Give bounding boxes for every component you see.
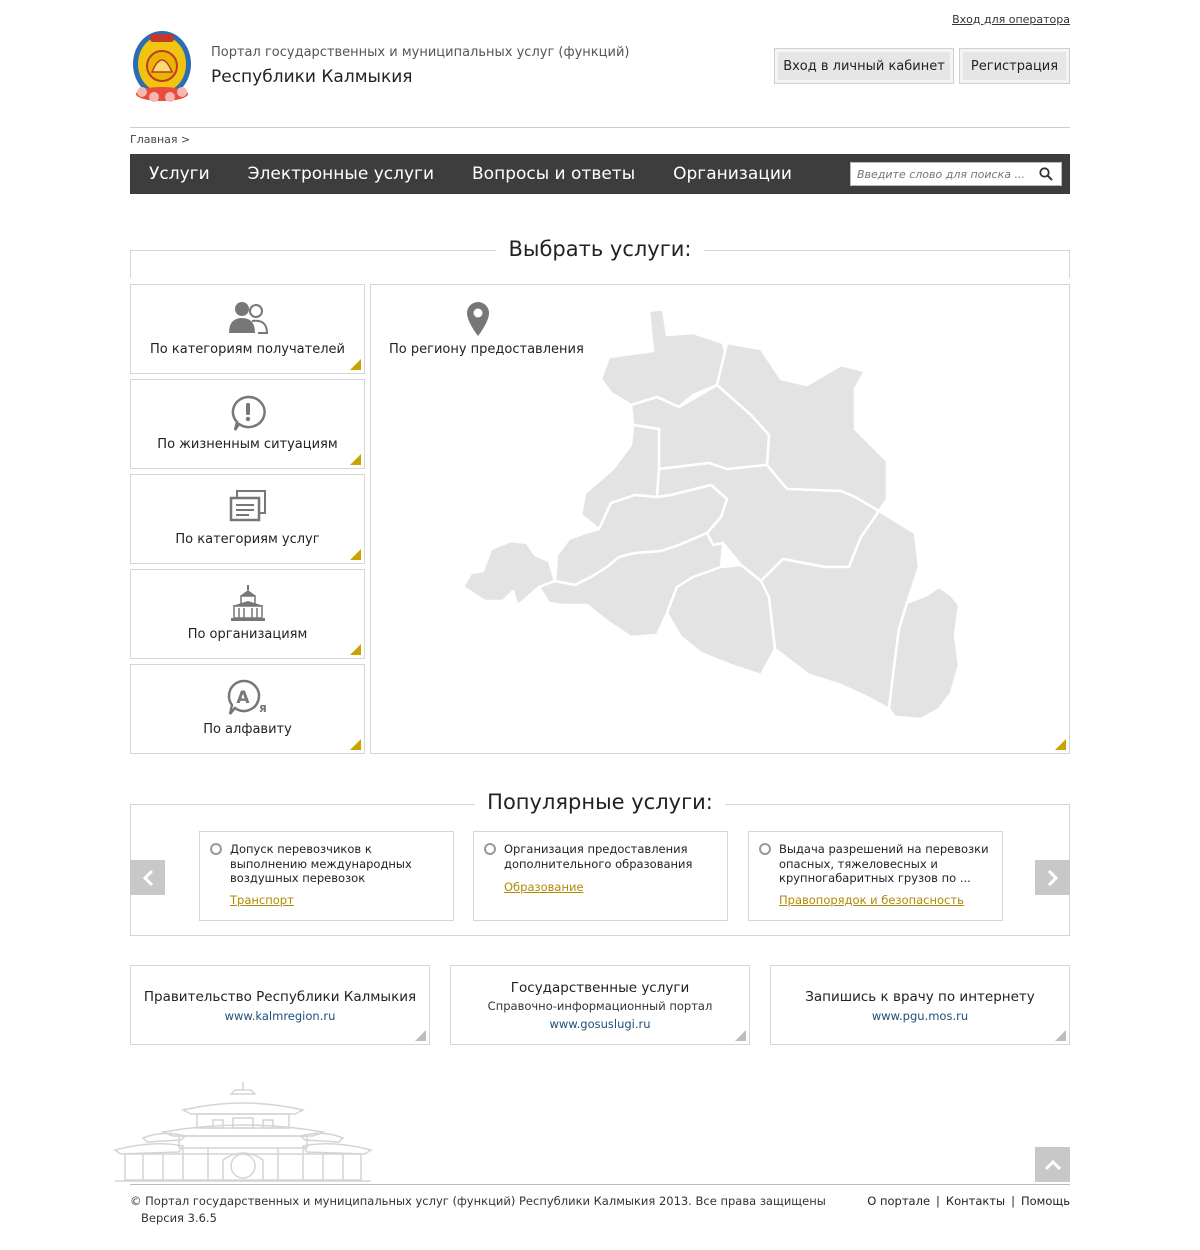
footer-separator: | xyxy=(936,1194,940,1208)
svg-text:я: я xyxy=(258,701,267,715)
popular-service-text[interactable]: Допуск перевозчиков к выполнению международных воздушных перевозок xyxy=(230,842,412,885)
svg-text:A: A xyxy=(235,688,250,708)
category-life-situations-card[interactable] xyxy=(130,379,365,469)
portal-subtitle: Портал государственных и муниципальных услуг (функций) xyxy=(211,45,630,60)
external-link-doctor[interactable] xyxy=(770,965,1070,1045)
region-map[interactable] xyxy=(431,305,971,725)
footer-divider xyxy=(130,1184,1070,1185)
external-link-title: Запишись к врачу по интернету xyxy=(805,989,1035,1005)
corner-marker xyxy=(350,644,361,655)
radio-icon[interactable] xyxy=(210,843,222,855)
popular-service-text[interactable]: Организация предоставления дополнительного образования xyxy=(504,842,693,871)
chevron-right-icon xyxy=(1047,870,1059,886)
category-label: По организациям xyxy=(187,627,308,642)
main-nav xyxy=(130,154,1070,194)
category-label: По категориям получателей xyxy=(150,342,345,357)
choose-services-title: Выбрать услуги: xyxy=(0,237,1200,261)
chevron-left-icon xyxy=(142,870,154,886)
building-icon xyxy=(230,584,266,622)
nav-item-e-services[interactable]: Электронные услуги xyxy=(247,164,435,184)
register-button[interactable]: Регистрация xyxy=(959,48,1070,84)
corner-marker xyxy=(735,1030,746,1041)
breadcrumb[interactable]: Главная > xyxy=(130,133,191,146)
corner-marker xyxy=(350,549,361,560)
search-input[interactable] xyxy=(851,164,1035,184)
category-recipients-card[interactable] xyxy=(130,284,365,374)
category-label: По алфавиту xyxy=(203,722,292,737)
search-icon[interactable] xyxy=(1035,163,1057,185)
region-map-card[interactable] xyxy=(370,284,1070,754)
external-link-url[interactable]: www.gosuslugi.ru xyxy=(549,1017,651,1031)
operator-login-link[interactable]: Вход для оператора xyxy=(952,13,1070,26)
external-link-subtitle: Справочно-информационный портал xyxy=(487,999,713,1013)
category-label: По категориям услуг xyxy=(175,532,320,547)
radio-icon[interactable] xyxy=(484,843,496,855)
popular-services-title: Популярные услуги: xyxy=(0,790,1200,814)
external-link-url[interactable]: www.kalmregion.ru xyxy=(224,1009,336,1023)
external-link-title: Правительство Республики Калмыкия xyxy=(143,989,417,1005)
corner-marker xyxy=(1055,1030,1066,1041)
corner-marker xyxy=(350,359,361,370)
corner-marker xyxy=(415,1030,426,1041)
popular-service-card[interactable] xyxy=(199,831,454,921)
footer-link-contacts[interactable]: Контакты xyxy=(945,1194,1006,1208)
category-organizations-card[interactable] xyxy=(130,569,365,659)
external-link-government[interactable] xyxy=(130,965,430,1045)
category-alphabet-card[interactable] xyxy=(130,664,365,754)
map-region xyxy=(463,541,555,605)
search-box xyxy=(850,162,1062,186)
login-button[interactable]: Вход в личный кабинет xyxy=(774,48,954,84)
corner-marker xyxy=(350,454,361,465)
region-label: По региону предоставления xyxy=(389,342,584,357)
nav-item-organizations[interactable]: Организации xyxy=(673,164,792,184)
corner-marker xyxy=(350,739,361,750)
documents-icon xyxy=(229,489,267,523)
users-icon xyxy=(228,299,268,335)
external-link-gosuslugi[interactable] xyxy=(450,965,750,1045)
scroll-top-button[interactable] xyxy=(1035,1147,1070,1182)
copyright-text: © Портал государственных и муниципальных услуг (функций) Республики Калмыкия 2013. Все права защищены xyxy=(130,1194,826,1208)
footer-separator: | xyxy=(1011,1194,1015,1208)
header-divider xyxy=(130,127,1070,128)
nav-item-services[interactable]: Услуги xyxy=(149,164,210,184)
carousel-next-button[interactable] xyxy=(1035,860,1070,895)
radio-icon[interactable] xyxy=(759,843,771,855)
external-link-title: Государственные услуги xyxy=(510,980,690,996)
footer-link-help[interactable]: Помощь xyxy=(1020,1194,1070,1208)
portal-title: Республики Калмыкия xyxy=(211,67,413,87)
alphabet-icon xyxy=(226,679,270,717)
popular-service-category-link[interactable]: Транспорт xyxy=(230,893,294,907)
popular-service-card[interactable] xyxy=(473,831,728,921)
version-text: Версия 3.6.5 xyxy=(141,1211,217,1225)
popular-service-category-link[interactable]: Правопорядок и безопасность xyxy=(779,893,964,907)
carousel-prev-button[interactable] xyxy=(130,860,165,895)
temple-illustration xyxy=(113,1080,373,1184)
footer-link-about[interactable]: О портале xyxy=(867,1194,931,1208)
category-label: По жизненным ситуациям xyxy=(157,437,338,452)
popular-service-category-link[interactable]: Образование xyxy=(504,880,584,894)
nav-item-faq[interactable]: Вопросы и ответы xyxy=(472,164,636,184)
footer-links xyxy=(867,1194,1070,1208)
corner-marker xyxy=(1055,739,1066,750)
popular-service-card[interactable] xyxy=(748,831,1003,921)
category-service-types-card[interactable] xyxy=(130,474,365,564)
external-link-url[interactable]: www.pgu.mos.ru xyxy=(871,1009,969,1023)
exclamation-bubble-icon xyxy=(229,394,267,432)
emblem-logo[interactable] xyxy=(130,28,194,104)
chevron-up-icon xyxy=(1045,1159,1061,1171)
popular-service-text[interactable]: Выдача разрешений на перевозки опасных, тяжеловесных и крупногабаритных грузов по ... xyxy=(779,842,989,885)
